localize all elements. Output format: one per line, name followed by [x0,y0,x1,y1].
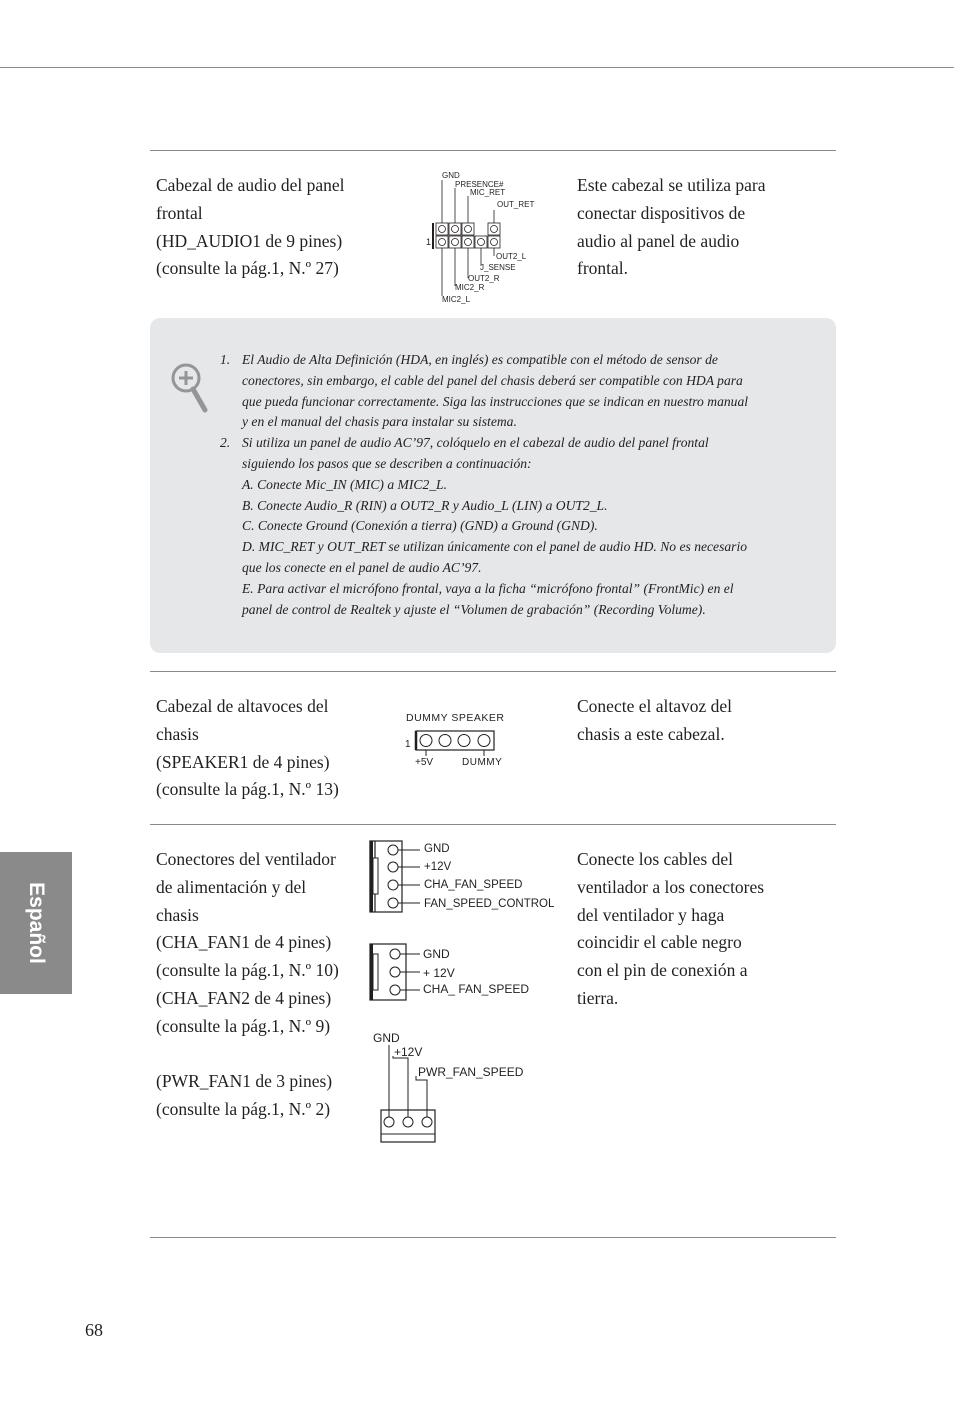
note-line: D. MIC_RET y OUT_RET se utilizan únicamente con el panel de audio HD. No es necesario [242,539,748,555]
note-number: 2. [220,435,231,451]
cha-fan1-control-label: FAN_SPEED_CONTROL [424,898,555,910]
cha-fan2-12v-label: + 12V [423,966,455,980]
label-gnd: GND [442,171,460,180]
cha-fan1-speed-label: CHA_FAN_SPEED [424,879,523,891]
note-line: siguiendo los pasos que se describen a continuación: [242,455,532,471]
speaker-5v-label: +5V [415,757,434,768]
audio-desc-line: Este cabezal se utiliza para [577,175,766,195]
cha-fan1-diagram [366,836,566,916]
label-mic2-r: MIC2_R [455,283,485,292]
label-out-ret: OUT_RET [497,200,535,209]
section-divider [150,824,836,825]
fan-title-line [156,1041,339,1069]
cha-fan1-gnd-label: GND [424,843,450,855]
label-out2-l: OUT2_L [496,252,527,261]
audio-title-line: Cabezal de audio del panel [156,175,345,195]
note-line: panel de control de Realtek y ajuste el “Volumen de grabación” (Recording Volume). [242,601,706,617]
audio-desc-line: frontal. [577,258,629,279]
pwr-fan1-diagram [366,1026,566,1148]
audio-description [577,172,766,283]
section-divider [150,671,836,672]
fan-title-line: (consulte la pág.1, N.º 2) [156,1099,331,1120]
speaker-title [156,693,339,804]
fan-title-line: (consulte la pág.1, N.º 10) [156,960,339,981]
note-item [220,350,790,433]
note-line: B. Conecte Audio_R (RIN) a OUT2_R y Audio_L (LIN) a OUT2_L. [242,497,608,513]
label-j-sense: J_SENSE [480,263,516,272]
cha-fan2-speed-label: CHA_ FAN_SPEED [423,982,530,996]
audio-title-line: (consulte la pág.1, N.º 27) [156,258,339,279]
note-line: El Audio de Alta Definición (HDA, en inglés) es compatible con el método de sensor de [242,352,718,367]
speaker-title-line: (SPEAKER1 de 4 pines) [156,751,330,772]
language-tab-label: Español [25,882,48,964]
fan-title-line: (CHA_FAN1 de 4 pines) [156,932,332,953]
fan-title-line: Conectores del ventilador [156,849,336,869]
section-divider [150,150,836,151]
speaker-dummy-label: DUMMY [462,757,503,768]
label-mic2-l: MIC2_L [442,295,471,304]
speaker-desc-line: chasis a este cabezal. [577,723,725,744]
pwr-fan-speed-label: PWR_FAN_SPEED [418,1065,524,1079]
top-rule [0,67,954,68]
note-line: que los conecte en el panel de audio AC’97. [242,559,482,575]
fan-desc-line: del ventilador y haga [577,904,725,925]
note-item [220,433,790,620]
speaker-title-line: Cabezal de altavoces del [156,696,329,716]
speaker-pin1-label: 1 [405,739,411,750]
fan-desc-line: coincidir el cable negro [577,932,742,953]
magnifier-icon [170,362,210,414]
fan-title-line: (consulte la pág.1, N.º 9) [156,1015,331,1036]
audio-desc-line: audio al panel de audio [577,230,740,251]
note-line: que pueda funcionar correctamente. Siga las instrucciones que se indican en nuestro manual [242,393,749,409]
pwr-fan-12v-label: +12V [394,1045,423,1059]
pwr-fan-gnd-label: GND [373,1031,400,1045]
hd-audio-header-diagram [420,168,540,308]
label-presence: PRESENCE# [455,180,504,189]
fan-desc-line: con el pin de conexión a [577,960,748,981]
label-out2-r: OUT2_R [468,274,500,283]
speaker-desc-line: Conecte el altavoz del [577,696,732,716]
fan-desc-line: tierra. [577,987,619,1008]
section-divider [150,1237,836,1238]
cha-fan1-12v-label: +12V [424,861,452,873]
cha-fan2-gnd-label: GND [423,947,450,961]
fan-description [577,846,764,1013]
note-line: E. Para activar el micrófono frontal, vaya a la ficha “micrófono frontal” (FrontMic) en el [242,580,734,596]
speaker-description [577,693,732,749]
audio-title [156,172,345,283]
note-line: y en el manual del chasis para instalar su sistema. [242,414,517,430]
note-line: Si utiliza un panel de audio AC’97, colóquelo en el cabezal de audio del panel frontal [242,435,709,451]
audio-title-line: frontal [156,202,203,223]
page-number: 68 [85,1320,103,1340]
note-line: conectores, sin embargo, el cable del panel del chasis deberá ser compatible con HDA para [242,372,743,388]
fan-title [156,846,339,1124]
note-list [220,350,790,620]
speaker-title-line: chasis [156,723,199,744]
label-pin1: 1 [426,237,432,247]
fan-title-line: (CHA_FAN2 de 4 pines) [156,987,332,1008]
cha-fan2-diagram [366,940,566,1004]
fan-desc-line: Conecte los cables del [577,849,733,869]
fan-desc-line: ventilador a los conectores [577,876,765,897]
speaker-header-diagram [400,706,530,776]
note-line: A. Conecte Mic_IN (MIC) a MIC2_L. [242,476,447,492]
fan-title-line: (PWR_FAN1 de 3 pines) [156,1071,333,1092]
note-number: 1. [220,352,231,367]
audio-desc-line: conectar dispositivos de [577,202,746,223]
label-mic-ret: MIC_RET [470,188,506,197]
fan-title-line: chasis [156,904,199,925]
note-line: C. Conecte Ground (Conexión a tierra) (GND) a Ground (GND). [242,518,598,534]
speaker-top-label: DUMMY SPEAKER [406,712,505,724]
audio-title-line: (HD_AUDIO1 de 9 pines) [156,230,343,251]
fan-title-line: de alimentación y del [156,876,307,897]
speaker-title-line: (consulte la pág.1, N.º 13) [156,779,339,800]
